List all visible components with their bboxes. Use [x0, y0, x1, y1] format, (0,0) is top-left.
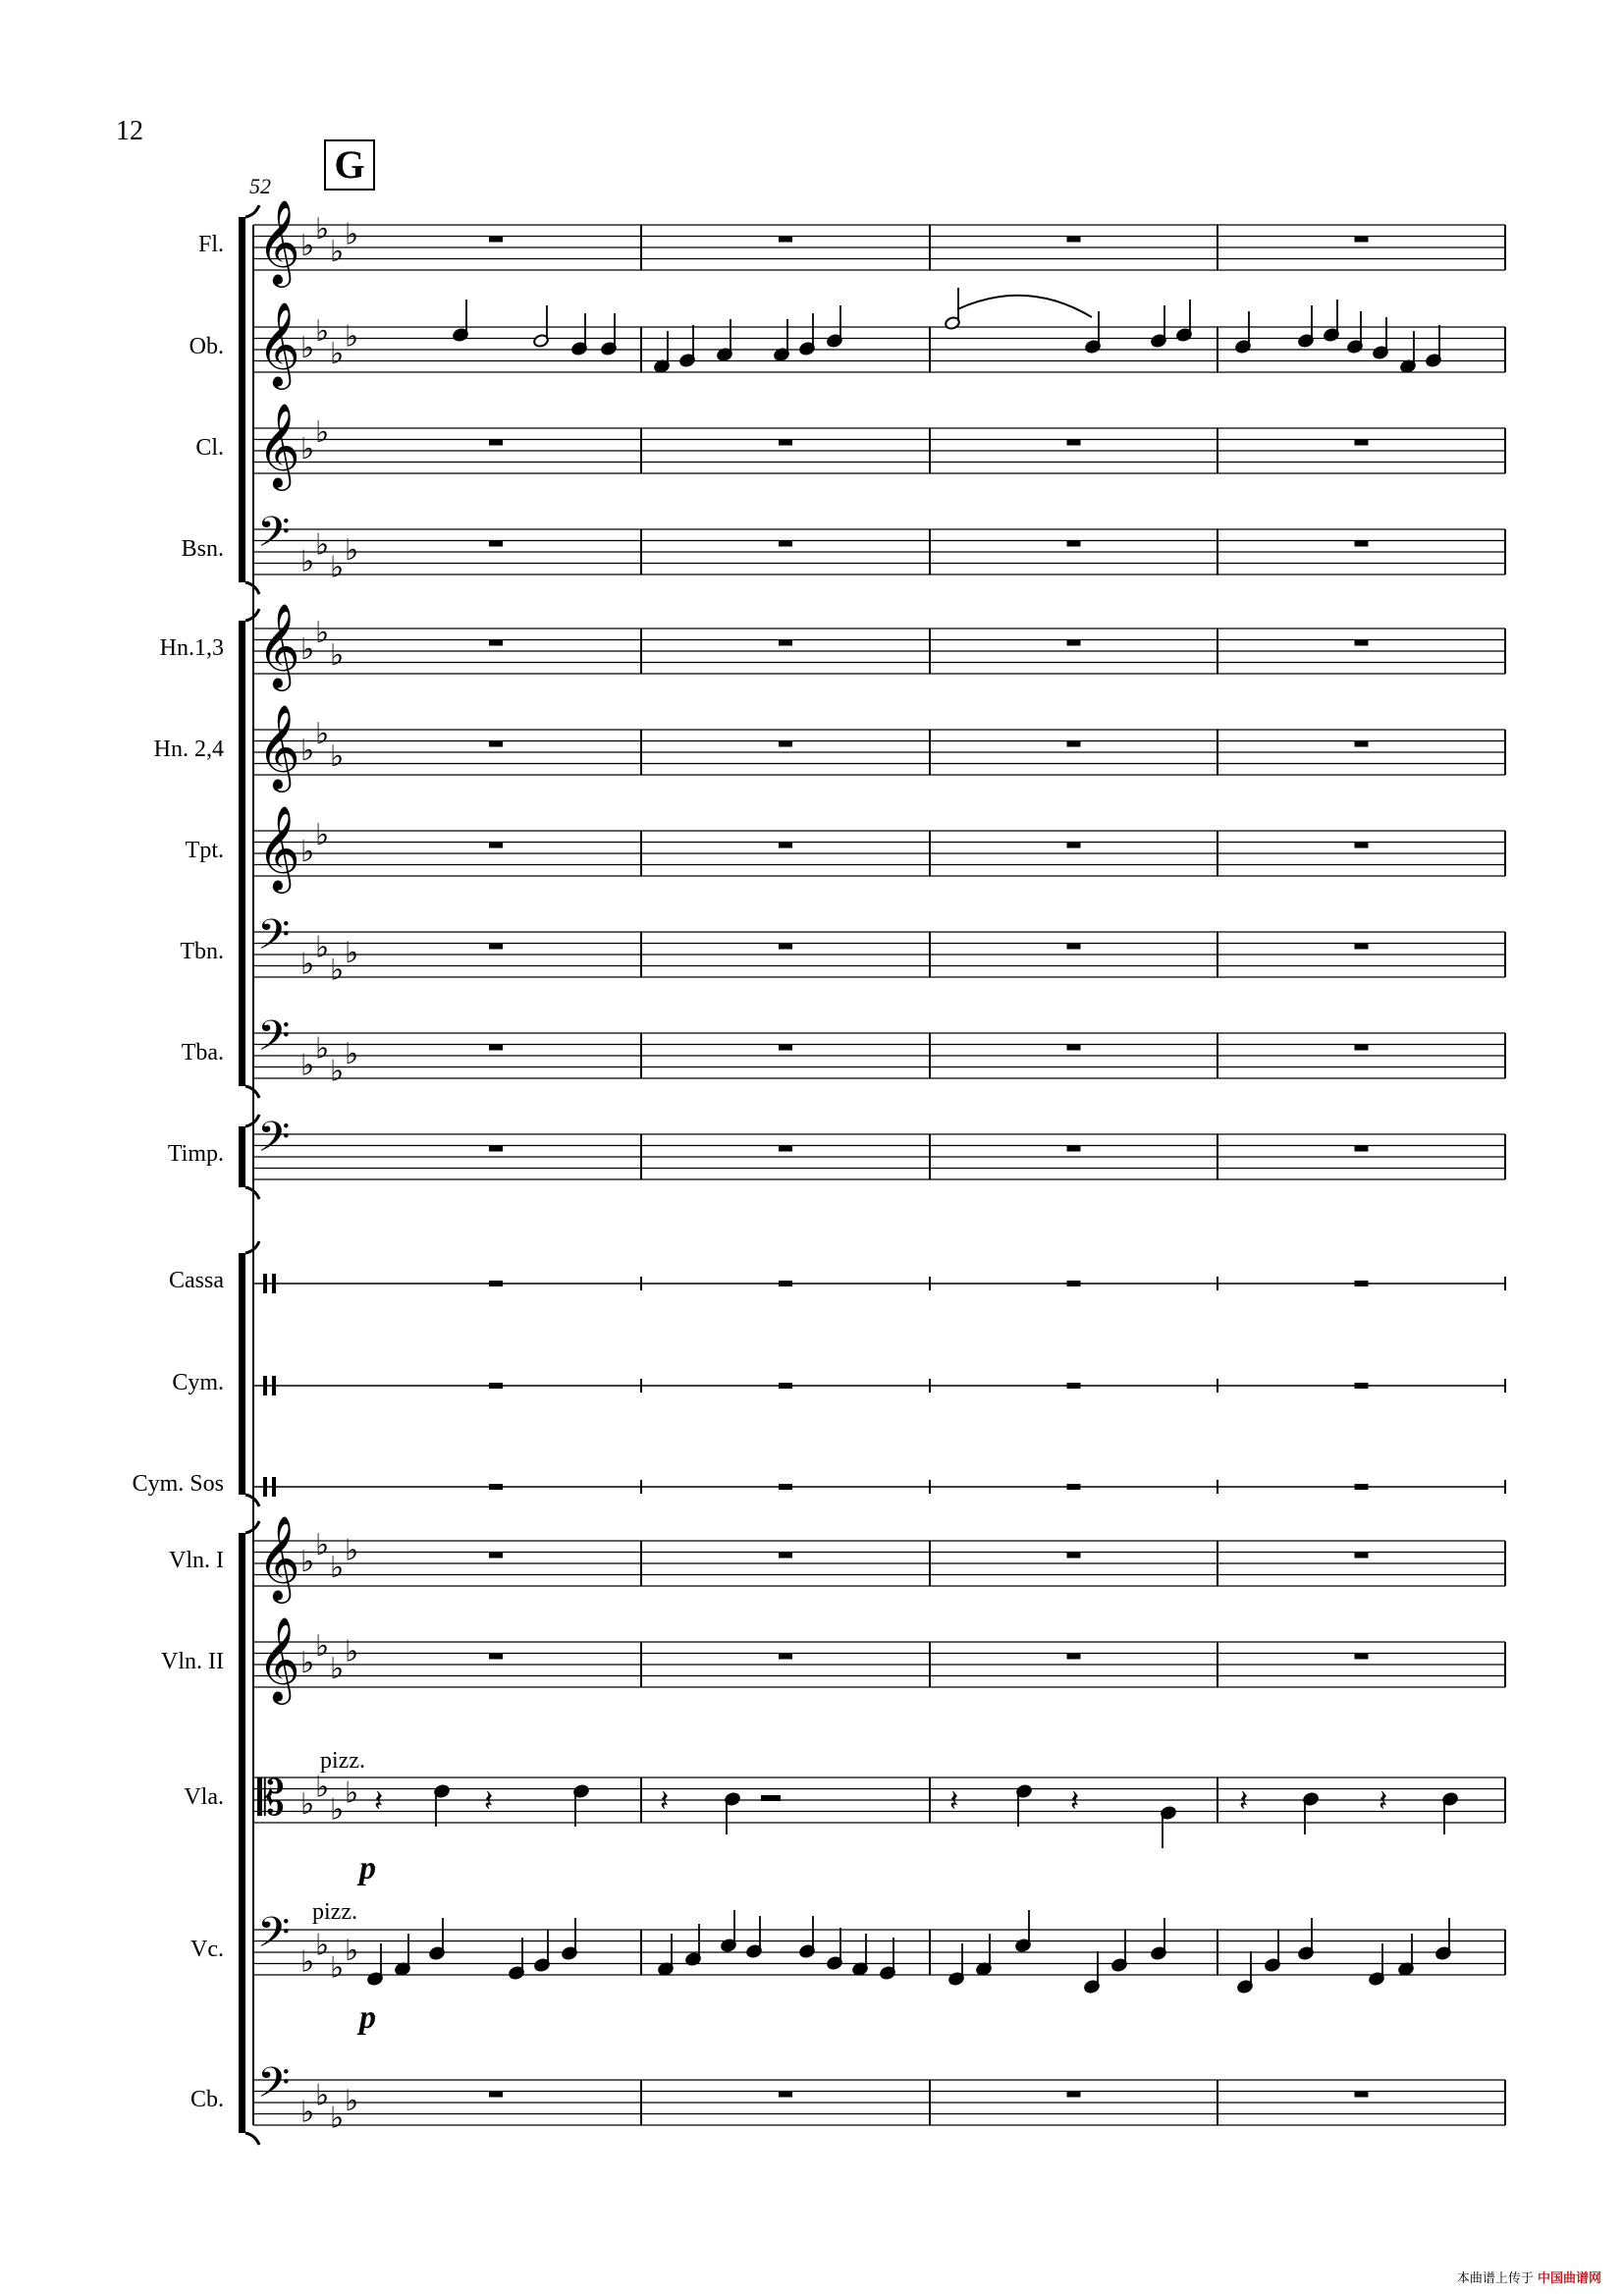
flat-icon: ♭ [300, 734, 315, 768]
flat-icon: ♭ [300, 632, 315, 667]
flat-icon: ♭ [330, 550, 345, 585]
whole-rest [1067, 1654, 1081, 1660]
flat-icon: ♭ [300, 835, 315, 869]
whole-rest [779, 1654, 792, 1660]
flat-icon: ♭ [300, 1545, 315, 1579]
flat-icon: ♭ [330, 1950, 345, 1986]
whole-rest [489, 440, 503, 446]
half-rest [761, 1795, 781, 1801]
flat-icon: ♭ [315, 1770, 330, 1805]
treble-clef-icon: 𝄞 [257, 199, 300, 285]
flat-icon: ♭ [330, 637, 345, 673]
quarter-rest-icon: 𝄽 [374, 1784, 384, 1819]
flat-icon: ♭ [345, 1776, 359, 1811]
treble-clef-icon: 𝄞 [257, 603, 300, 688]
flat-icon: ♭ [315, 211, 330, 246]
percussion-clef-icon [263, 1274, 267, 1293]
group-bracket [239, 1253, 245, 1495]
flat-icon: ♭ [315, 615, 330, 650]
flat-icon: ♭ [330, 738, 345, 774]
label-fl: Fl. [197, 232, 224, 257]
flat-icon: ♭ [345, 1037, 359, 1071]
whole-rest [1067, 237, 1081, 243]
bracket-hook [245, 2133, 259, 2145]
whole-rest [1355, 1383, 1369, 1389]
whole-rest [489, 2092, 503, 2098]
label-tpt: Tpt. [185, 838, 224, 863]
whole-rest [489, 1045, 503, 1051]
whole-rest [779, 2092, 792, 2098]
whole-rest [1067, 1484, 1081, 1490]
label-hn-1-3: Hn.1,3 [159, 635, 224, 661]
label-bsn: Bsn. [181, 536, 224, 562]
group-bracket [239, 1126, 245, 1187]
label-vla: Vla. [184, 1784, 224, 1810]
bass-clef-icon: 𝄢 [257, 1011, 291, 1071]
flat-icon: ♭ [300, 1944, 315, 1980]
whole-rest [1067, 1045, 1081, 1051]
flat-icon: ♭ [300, 229, 315, 263]
whole-rest [779, 541, 792, 547]
quarter-rest-icon: 𝄽 [1070, 1784, 1080, 1819]
flat-icon: ♭ [300, 1048, 315, 1083]
flat-icon: ♭ [300, 432, 315, 466]
label-cym-sos: Cym. Sos [132, 1471, 224, 1497]
footer-text: 本曲谱上传于 [1456, 2271, 1534, 2286]
flat-icon: ♭ [300, 947, 315, 982]
treble-clef-icon: 𝄞 [257, 403, 300, 488]
whole-rest [779, 640, 792, 646]
quarter-rest-icon: 𝄽 [1379, 1784, 1388, 1819]
flat-icon: ♭ [315, 1031, 330, 1066]
flat-icon: ♭ [300, 544, 315, 579]
whole-rest [1067, 640, 1081, 646]
flat-icon: ♭ [315, 527, 330, 563]
footer-brand: 中国曲谱网 [1537, 2271, 1601, 2286]
flat-icon: ♭ [330, 2101, 345, 2136]
flat-icon: ♭ [315, 817, 330, 852]
flat-icon: ♭ [345, 1634, 359, 1669]
flat-icon: ♭ [315, 1527, 330, 1562]
flat-icon: ♭ [330, 1054, 345, 1089]
whole-rest [489, 741, 503, 747]
bass-clef-icon: 𝄢 [257, 1908, 291, 1968]
whole-rest [1355, 2092, 1369, 2098]
label-cassa: Cassa [169, 1268, 224, 1293]
label-vc: Vc. [190, 1937, 224, 1962]
whole-rest [1355, 640, 1369, 646]
flat-icon: ♭ [315, 930, 330, 965]
measure-number: 52 [249, 174, 271, 198]
whole-rest [1067, 843, 1081, 848]
whole-rest [1067, 1281, 1081, 1286]
whole-rest [1355, 1146, 1369, 1152]
whole-rest [1067, 1383, 1081, 1389]
label-cb: Cb. [189, 2087, 224, 2112]
whole-rest [1067, 440, 1081, 446]
viola-pizz-marking: pizz. [320, 1748, 365, 1774]
whole-rest [1355, 237, 1369, 243]
flat-icon: ♭ [315, 313, 330, 349]
flat-icon: ♭ [330, 336, 345, 371]
flat-icon: ♭ [345, 533, 359, 568]
whole-rest [1067, 944, 1081, 950]
flat-icon: ♭ [315, 1928, 330, 1963]
bass-clef-icon: 𝄢 [257, 2058, 291, 2118]
percussion-clef-icon [263, 1477, 267, 1497]
whole-rest [1355, 541, 1369, 547]
quarter-rest-icon: 𝄽 [484, 1784, 494, 1819]
flat-icon: ♭ [330, 1550, 345, 1585]
treble-clef-icon: 𝄞 [257, 704, 300, 790]
treble-clef-icon: 𝄞 [257, 805, 300, 891]
label-cym: Cym. [172, 1370, 224, 1395]
footer-watermark [1457, 2268, 1601, 2286]
flat-icon: ♭ [345, 319, 359, 355]
whole-rest [489, 944, 503, 950]
whole-rest [779, 1281, 792, 1286]
whole-rest [489, 1383, 503, 1389]
group-bracket [239, 1533, 245, 2133]
cello-pizz-marking: pizz. [312, 1899, 357, 1925]
flat-icon: ♭ [300, 1786, 315, 1822]
alto-clef-icon: 𝄡 [257, 1769, 285, 1827]
whole-rest [1067, 541, 1081, 547]
flat-icon: ♭ [300, 1646, 315, 1680]
group-bracket [239, 621, 245, 1086]
whole-rest [1355, 1281, 1369, 1286]
flat-icon: ♭ [315, 1628, 330, 1664]
whole-rest [1355, 1045, 1369, 1051]
rehearsal-mark: G [324, 139, 375, 191]
whole-rest [489, 237, 503, 243]
whole-rest [1355, 741, 1369, 747]
label-tbn: Tbn. [180, 939, 224, 964]
whole-rest [779, 440, 792, 446]
whole-rest [779, 741, 792, 747]
flat-icon: ♭ [345, 1934, 359, 1968]
page-number: 12 [116, 116, 143, 146]
whole-rest [489, 541, 503, 547]
whole-rest [1067, 1553, 1081, 1558]
label-hn-2-4: Hn. 2,4 [153, 737, 224, 762]
whole-rest [1355, 944, 1369, 950]
cello-dynamic-marking: p [359, 1999, 376, 2036]
percussion-clef-icon [272, 1376, 276, 1395]
whole-rest [489, 1654, 503, 1660]
treble-clef-icon: 𝄞 [257, 301, 300, 387]
quarter-rest-icon: 𝄽 [1239, 1784, 1249, 1819]
quarter-rest-icon: 𝄽 [949, 1784, 959, 1819]
quarter-rest-icon: 𝄽 [660, 1784, 670, 1819]
whole-rest [489, 843, 503, 848]
label-vln-ii: Vln. II [161, 1649, 224, 1674]
flat-icon: ♭ [330, 234, 345, 269]
whole-rest [779, 1045, 792, 1051]
whole-rest [1067, 1146, 1081, 1152]
group-bracket [239, 217, 245, 582]
bass-clef-icon: 𝄢 [257, 508, 291, 568]
label-ob: Ob. [189, 334, 224, 359]
label-tba: Tba. [181, 1040, 224, 1066]
flat-icon: ♭ [300, 2095, 315, 2130]
percussion-clef-icon [272, 1274, 276, 1293]
whole-rest [1067, 2092, 1081, 2098]
whole-rest [779, 1383, 792, 1389]
whole-rest [489, 1281, 503, 1286]
whole-rest [779, 843, 792, 848]
flat-icon: ♭ [330, 1792, 345, 1828]
flat-icon: ♭ [345, 2084, 359, 2118]
whole-rest [489, 640, 503, 646]
flat-icon: ♭ [315, 2078, 330, 2113]
flat-icon: ♭ [300, 331, 315, 365]
whole-rest [779, 237, 792, 243]
whole-rest [1355, 1553, 1369, 1558]
whole-rest [779, 1553, 792, 1558]
label-vln-i: Vln. I [169, 1548, 224, 1573]
flat-icon: ♭ [345, 936, 359, 970]
flat-icon: ♭ [315, 414, 330, 450]
bass-clef-icon: 𝄢 [257, 910, 291, 970]
whole-rest [1355, 440, 1369, 446]
treble-clef-icon: 𝄞 [257, 1515, 300, 1601]
label-timp: Timp. [167, 1141, 224, 1167]
percussion-clef-icon [263, 1376, 267, 1395]
whole-rest [489, 1146, 503, 1152]
whole-rest [779, 1146, 792, 1152]
label-cl: Cl. [195, 435, 224, 461]
whole-rest [1355, 843, 1369, 848]
flat-icon: ♭ [345, 217, 359, 252]
whole-rest [1355, 1484, 1369, 1490]
whole-rest [489, 1553, 503, 1558]
whole-rest [489, 1484, 503, 1490]
percussion-clef-icon [272, 1477, 276, 1497]
slur [957, 296, 1092, 317]
bass-clef-icon: 𝄢 [257, 1113, 291, 1173]
flat-icon: ♭ [330, 953, 345, 988]
whole-rest [779, 944, 792, 950]
whole-rest [1067, 741, 1081, 747]
whole-rest [1355, 1654, 1369, 1660]
flat-icon: ♭ [315, 716, 330, 751]
treble-clef-icon: 𝄞 [257, 1616, 300, 1702]
viola-dynamic-marking: p [359, 1850, 376, 1886]
flat-icon: ♭ [345, 1533, 359, 1568]
whole-rest [779, 1484, 792, 1490]
flat-icon: ♭ [330, 1651, 345, 1686]
